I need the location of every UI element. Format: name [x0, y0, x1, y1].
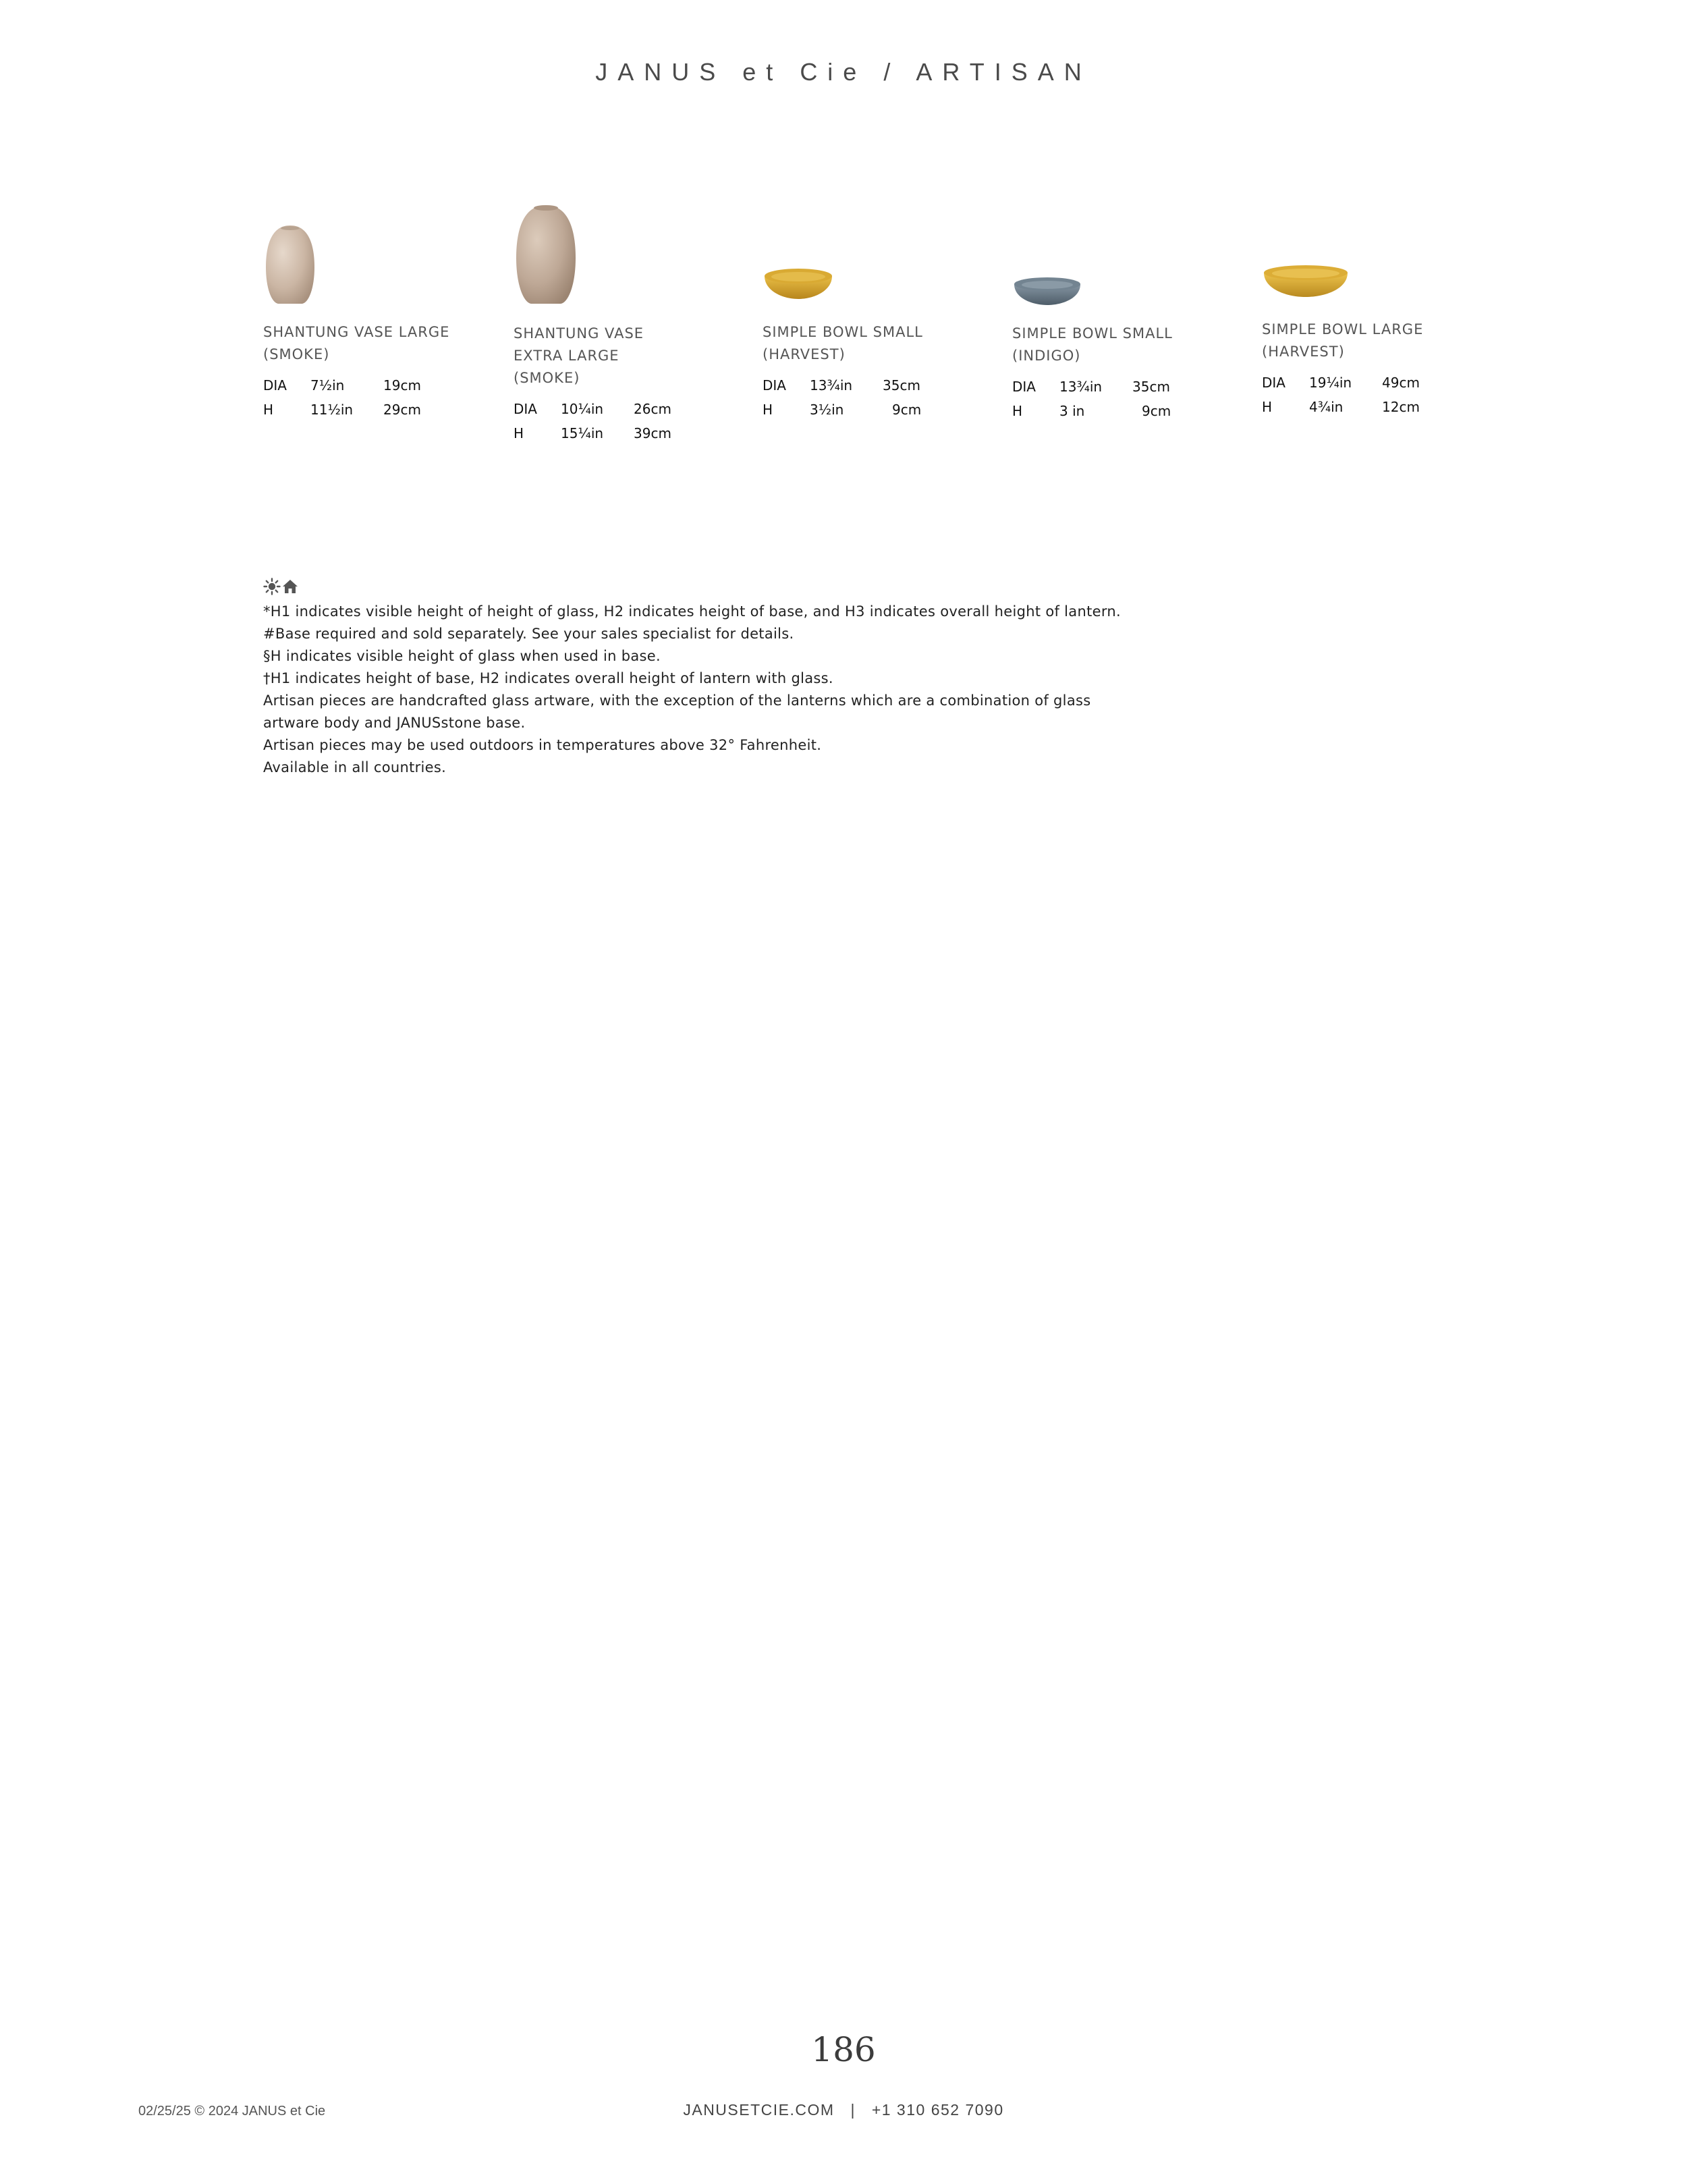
dimension-inches: 3½in — [810, 402, 844, 418]
dimension-label: DIA — [763, 377, 786, 393]
dimension-inches: 11½in — [310, 402, 354, 418]
footnote-line: §H indicates visible height of glass when used in base. — [263, 648, 661, 664]
footer-separator: | — [850, 2101, 856, 2119]
dimension-label: DIA — [1262, 375, 1285, 391]
product-dimensions — [1012, 379, 1215, 427]
product-dimensions — [263, 377, 466, 426]
dimension-inches: 13¾in — [1059, 379, 1103, 395]
page-header: JANUS et Cie / ARTISAN — [595, 58, 1092, 86]
dimension-label: H — [263, 402, 274, 418]
vase-smoke-icon — [514, 202, 578, 309]
website-link[interactable]: JANUSETCIE.COM — [683, 2101, 835, 2119]
dimension-row — [1262, 375, 1464, 399]
dimension-row — [263, 377, 466, 402]
dimension-label: DIA — [263, 377, 287, 393]
product-name: SIMPLE BOWL LARGE (HARVEST) — [1262, 321, 1424, 360]
dimension-label: DIA — [514, 401, 537, 417]
dimension-row — [1262, 399, 1464, 423]
dimension-row — [1012, 403, 1215, 427]
dimension-label: H — [1262, 399, 1273, 415]
bowl-harvest-icon — [1262, 263, 1350, 301]
bowl-indigo-icon — [1012, 275, 1082, 309]
page-number: 186 — [811, 2030, 876, 2069]
legend-icons — [263, 579, 1208, 601]
product-name: SHANTUNG VASE LARGE (SMOKE) — [263, 324, 450, 362]
product-dimensions — [514, 401, 716, 449]
dimension-row — [263, 402, 466, 426]
dimension-row — [514, 401, 716, 425]
dimension-cm: 26cm — [634, 401, 671, 417]
dimension-cm: 29cm — [383, 402, 421, 418]
dimension-cm: 35cm — [883, 377, 920, 393]
footnote-line: *H1 indicates visible height of height of glass, H2 indicates height of base, and H3 indicates overall height of lantern. — [263, 603, 1121, 620]
footnote-line: artware body and JANUSstone base. — [263, 715, 526, 731]
bowl-harvest-icon — [763, 267, 834, 303]
dimension-row — [514, 425, 716, 449]
dimension-label: H — [1012, 403, 1023, 419]
product-name: SHANTUNG VASE EXTRA LARGE (SMOKE) — [514, 325, 644, 386]
dimension-inches: 4¾in — [1309, 399, 1344, 415]
footnotes — [263, 579, 1208, 779]
footer-contact — [0, 2101, 1687, 2119]
dimension-row — [1012, 379, 1215, 403]
dimension-cm: 49cm — [1382, 375, 1420, 391]
product-name: SIMPLE BOWL SMALL (INDIGO) — [1012, 325, 1173, 364]
vase-smoke-icon — [263, 223, 317, 309]
footnote-line: #Base required and sold separately. See your sales specialist for details. — [263, 626, 794, 642]
footnote-line: †H1 indicates height of base, H2 indicates overall height of lantern with glass. — [263, 670, 833, 686]
dimension-row — [763, 402, 965, 426]
product-name: SIMPLE BOWL SMALL (HARVEST) — [763, 324, 923, 362]
dimension-cm: 19cm — [383, 377, 421, 393]
dimension-inches: 15¼in — [561, 425, 604, 441]
dimension-inches: 7½in — [310, 377, 345, 393]
sun-icon — [263, 578, 281, 602]
dimension-cm: 35cm — [1132, 379, 1170, 395]
copyright-text: © 2024 JANUS et Cie — [194, 2104, 326, 2119]
footnote-line: Artisan pieces may be used outdoors in temperatures above 32° Fahrenheit. — [263, 737, 822, 753]
dimension-row — [763, 377, 965, 402]
product-dimensions — [1262, 375, 1464, 423]
dimension-cm: 12cm — [1382, 399, 1420, 415]
footnote-line: Artisan pieces are handcrafted glass artware, with the exception of the lanterns which are a combination of glass — [263, 692, 1091, 709]
dimension-inches: 3 in — [1059, 403, 1085, 419]
dimension-label: H — [514, 425, 524, 441]
product-dimensions — [763, 377, 965, 426]
dimension-inches: 19¼in — [1309, 375, 1352, 391]
dimension-inches: 13¾in — [810, 377, 853, 393]
dimension-cm: 39cm — [634, 425, 671, 441]
footer-date: 02/25/25 — [138, 2104, 191, 2119]
dimension-inches: 10¼in — [561, 401, 604, 417]
phone-number[interactable]: +1 310 652 7090 — [871, 2101, 1004, 2119]
dimension-label: DIA — [1012, 379, 1036, 395]
dimension-cm: 9cm — [892, 402, 922, 418]
dimension-cm: 9cm — [1142, 403, 1171, 419]
footnote-line: Available in all countries. — [263, 759, 447, 775]
dimension-label: H — [763, 402, 773, 418]
home-icon — [282, 578, 298, 601]
